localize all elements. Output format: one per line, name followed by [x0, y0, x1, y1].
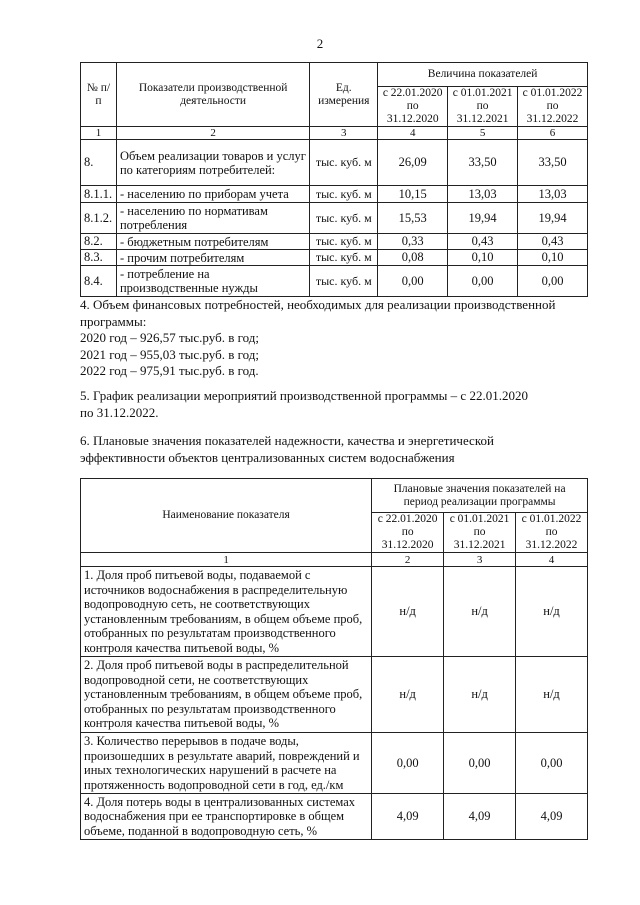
row-value: 19,94	[448, 203, 518, 234]
header-period: с 01.01.2021 по 31.12.2021	[448, 87, 518, 127]
table-row	[81, 794, 588, 840]
table-row	[81, 733, 588, 794]
section-6-line: 6. Плановые значения показателей надежности, качества и энергетической	[80, 433, 494, 448]
reliability-indicators-table	[80, 478, 588, 840]
row-value: 0,00	[448, 266, 518, 297]
header-period: с 01.01.2022 по 31.12.2022	[518, 87, 588, 127]
row-value: 33,50	[448, 140, 518, 186]
column-index: 5	[448, 127, 518, 140]
indicator-name: 1. Доля проб питьевой воды, подаваемой с источников водоснабжения в распределительную водопроводную сеть, не соответствующих установленным требованиям, в общем объеме проб, отобранных по результатам производственного контроля качества питьевой воды, %	[81, 567, 372, 657]
row-unit: тыс. куб. м	[310, 186, 378, 203]
header-indicator-name: Наименование показателя	[81, 479, 372, 553]
header-period: с 22.01.2020 по 31.12.2020	[378, 87, 448, 127]
header-indicator: Показатели производственной деятельности	[116, 63, 309, 127]
row-value: 13,03	[448, 186, 518, 203]
indicator-value: н/д	[372, 567, 444, 657]
header-planned-values: Плановые значения показателей на период реализации программы	[372, 479, 588, 513]
header-period: с 01.01.2021 по 31.12.2021	[444, 513, 516, 553]
indicator-value: 4,09	[516, 794, 588, 840]
row-value: 13,03	[518, 186, 588, 203]
section-4-line: программы:	[80, 313, 147, 329]
row-name: - населению по нормативам потребления	[116, 203, 309, 234]
header-period: с 22.01.2020 по 31.12.2020	[372, 513, 444, 553]
indicator-value: 4,09	[444, 794, 516, 840]
row-unit: тыс. куб. м	[310, 234, 378, 250]
row-value: 0,33	[378, 234, 448, 250]
section-5-paragraph	[80, 388, 570, 421]
table-row	[81, 567, 588, 657]
table-row	[81, 186, 588, 203]
indicator-value: н/д	[372, 657, 444, 733]
table-row	[81, 140, 588, 186]
table-row	[81, 203, 588, 234]
column-index: 6	[518, 127, 588, 140]
column-index: 4	[378, 127, 448, 140]
column-index: 3	[310, 127, 378, 140]
row-value: 33,50	[518, 140, 588, 186]
section-4-line: 4. Объем финансовых потребностей, необходимых для реализации производственной	[80, 297, 556, 312]
header-period: с 01.01.2022 по 31.12.2022	[516, 513, 588, 553]
section-4-paragraph	[80, 297, 570, 380]
header-value: Величина показателей	[378, 63, 588, 87]
year-2020-amount: 2020 год – 926,57 тыс.руб. в год;	[80, 330, 259, 345]
column-index: 1	[81, 553, 372, 567]
column-index-row	[81, 553, 588, 567]
table-row	[81, 266, 588, 297]
indicator-value: н/д	[516, 567, 588, 657]
year-2021-amount: 2021 год – 955,03 тыс.руб. в год;	[80, 346, 259, 362]
row-value: 0,43	[448, 234, 518, 250]
indicator-value: 0,00	[372, 733, 444, 794]
row-value: 0,10	[448, 250, 518, 266]
indicator-value: н/д	[516, 657, 588, 733]
header-num: № п/п	[81, 63, 117, 127]
row-name: Объем реализации товаров и услуг по категориям потребителей:	[116, 140, 309, 186]
row-num: 8.1.1.	[81, 186, 117, 203]
table-row	[81, 657, 588, 733]
row-num: 8.1.2.	[81, 203, 117, 234]
column-index: 2	[372, 553, 444, 567]
row-num: 8.	[81, 140, 117, 186]
row-num: 8.3.	[81, 250, 117, 266]
indicator-value: 0,00	[516, 733, 588, 794]
row-value: 10,15	[378, 186, 448, 203]
table-row	[81, 234, 588, 250]
row-name: - населению по приборам учета	[116, 186, 309, 203]
row-value: 0,00	[518, 266, 588, 297]
indicator-name: 2. Доля проб питьевой воды в распределительной водопроводной сети, не соответствующих установленным требованиям, в общем объеме проб, отобранных по результатам производственного контроля качества питьевой воды, %	[81, 657, 372, 733]
row-unit: тыс. куб. м	[310, 140, 378, 186]
section-5-line: 5. График реализации мероприятий производственной программы – с 22.01.2020	[80, 388, 528, 403]
row-value: 15,53	[378, 203, 448, 234]
indicator-value: 4,09	[372, 794, 444, 840]
year-2022-amount: 2022 год – 975,91 тыс.руб. в год.	[80, 363, 259, 378]
section-5-line: по 31.12.2022.	[80, 404, 159, 420]
row-num: 8.2.	[81, 234, 117, 250]
column-index: 3	[444, 553, 516, 567]
column-index: 4	[516, 553, 588, 567]
indicator-value: н/д	[444, 567, 516, 657]
indicator-name: 4. Доля потерь воды в централизованных системах водоснабжения при ее транспортировке в общем объеме, поданной в водопроводную сеть, %	[81, 794, 372, 840]
row-value: 0,00	[378, 266, 448, 297]
row-name: - прочим потребителям	[116, 250, 309, 266]
indicator-name: 3. Количество перерывов в подаче воды, произошедших в результате аварий, повреждений и иных технологических нарушений в расчете на протяженность водопроводной сети в год, ед./км	[81, 733, 372, 794]
row-value: 26,09	[378, 140, 448, 186]
column-index-row	[81, 127, 588, 140]
row-value: 19,94	[518, 203, 588, 234]
row-value: 0,08	[378, 250, 448, 266]
table-row	[81, 250, 588, 266]
row-unit: тыс. куб. м	[310, 203, 378, 234]
indicator-value: н/д	[444, 657, 516, 733]
row-name: - бюджетным потребителям	[116, 234, 309, 250]
production-indicators-table	[80, 62, 588, 297]
header-unit: Ед. измерения	[310, 63, 378, 127]
row-value: 0,10	[518, 250, 588, 266]
row-num: 8.4.	[81, 266, 117, 297]
indicator-value: 0,00	[444, 733, 516, 794]
column-index: 1	[81, 127, 117, 140]
column-index: 2	[116, 127, 309, 140]
page-number: 2	[316, 36, 324, 51]
row-unit: тыс. куб. м	[310, 250, 378, 266]
section-6-paragraph	[80, 433, 570, 466]
row-name: - потребление на производственные нужды	[116, 266, 309, 297]
section-6-line: эффективности объектов централизованных систем водоснабжения	[80, 449, 455, 465]
row-value: 0,43	[518, 234, 588, 250]
row-unit: тыс. куб. м	[310, 266, 378, 297]
